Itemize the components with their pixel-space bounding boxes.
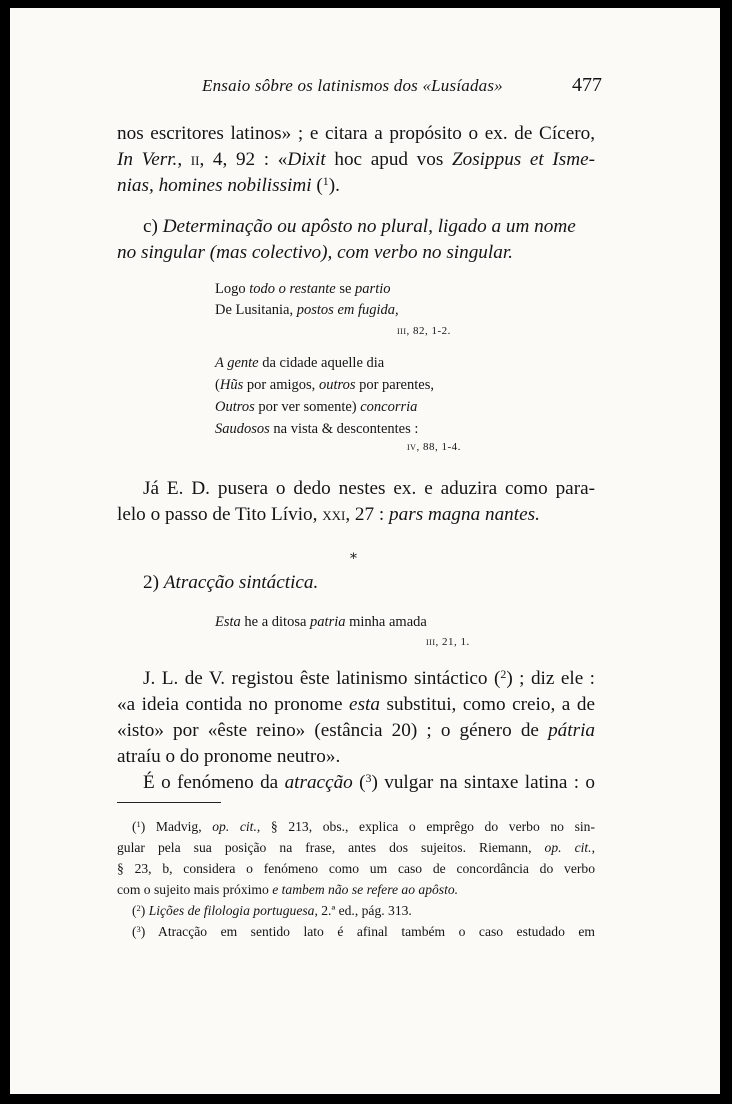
paragraph-line: In Verr., ii, 4, 92 : «Dixit hoc apud vos Zosippus et Isme- — [117, 149, 596, 170]
footnote-ref: 3 — [365, 771, 372, 786]
paragraph-line: É o fenómeno da atracção ($^3$) vulgar na sintaxe latina : o — [143, 771, 595, 793]
verse-reference: iv, 88, 1-4. — [407, 441, 461, 453]
paragraph-line: atraíu o do pronome neutro». — [117, 746, 341, 767]
book-page — [10, 8, 720, 1094]
paragraph-line: Já E. D. pusera o dedo nestes ex. e aduzira como para- — [143, 478, 595, 499]
paragraph-line: lelo o passo de Tito Lívio, xxi, 27 : pars magna nantes. — [117, 504, 540, 525]
paragraph-line: «a ideia contida no pronome esta substitui, como creio, a de — [117, 694, 595, 715]
section-heading: 2) Atracção sintáctica. — [143, 572, 319, 593]
page-number: 477 — [572, 74, 602, 96]
page-header — [182, 74, 602, 104]
footnote-ref: 1 — [322, 174, 329, 189]
verse-line: Esta he a ditosa patria minha amada — [215, 614, 427, 630]
verse-line: Outros por ver somente) concorria — [215, 399, 418, 415]
section-heading: c) Determinação ou apôsto no plural, ligado a um nome — [143, 216, 576, 237]
section-heading: no singular (mas colectivo), com verbo no singular. — [117, 242, 513, 263]
footnote-line: com o sujeito mais próximo e tambem não se refere ao apôsto. — [117, 882, 459, 897]
verse-line: Saudosos na vista & descontentes : — [215, 421, 419, 437]
footnote-line: ($^1$) Madvig, op. cit., § 213, obs., explica o emprêgo do verbo no sin- — [132, 818, 595, 834]
verse-line: Logo todo o restante se partio — [215, 281, 391, 297]
paragraph-line: J. L. de V. registou êste latinismo sintáctico ($^2$) ; diz ele : — [143, 667, 595, 689]
paragraph-line: «isto» por «êste reino» (estância 20) ; o género de pátria — [117, 720, 595, 741]
paragraph-line: nos escritores latinos» ; e citara a propósito o ex. de Cícero, — [117, 123, 595, 144]
verse-line: (Hũs por amigos, outros por parentes, — [215, 377, 434, 393]
paragraph-line: nias, homines nobilissimi ($^1$). — [117, 174, 340, 196]
footnote-line: § 23, b, considera o fenómeno como um caso de concordância do verbo — [117, 861, 595, 876]
verse-reference: iii, 21, 1. — [426, 636, 470, 648]
verse-line: A gente da cidade aquelle dia — [215, 355, 385, 371]
verse-line: De Lusitania, postos em fugida, — [215, 302, 399, 318]
footnote-line: gular pela sua posição na frase, antes dos sujeitos. Riemann, op. cit., — [117, 840, 595, 855]
verse-reference: iii, 82, 1-2. — [397, 325, 451, 337]
footnote-line: ($^2$) Lições de filologia portuguesa, 2.ª ed., pág. 313. — [132, 902, 412, 918]
footnote-line: ($^3$) Atracção em sentido lato é afinal também o caso estudado em — [132, 923, 595, 939]
running-title: Ensaio sôbre os latinismos dos «Lusíadas» — [202, 76, 503, 95]
footnote-ref: 2 — [500, 667, 507, 682]
footnote-rule — [117, 802, 221, 803]
section-separator: * — [350, 551, 357, 567]
